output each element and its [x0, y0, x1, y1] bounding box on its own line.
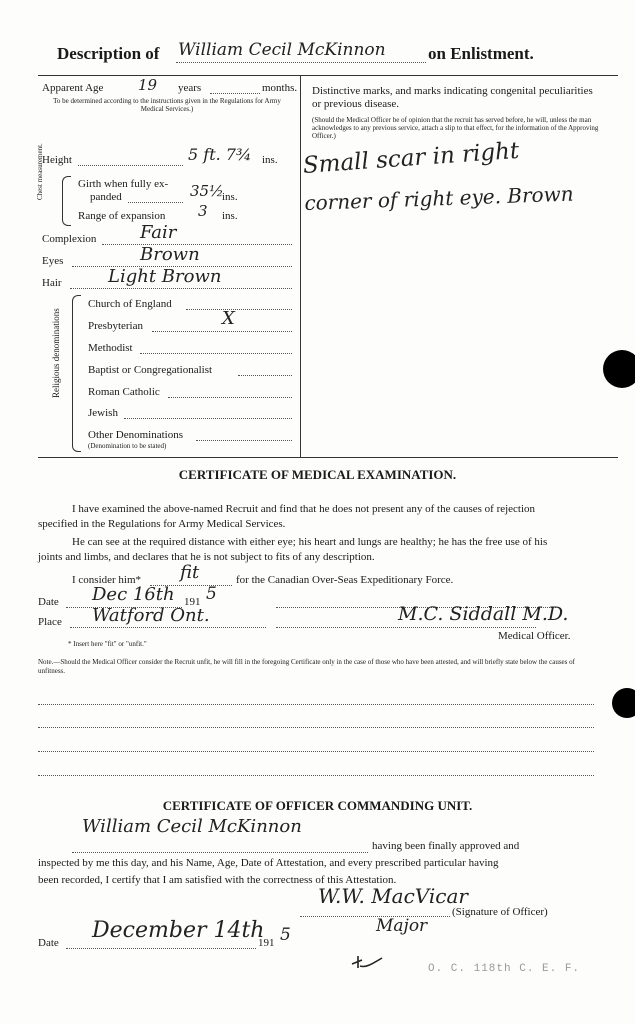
officer-year-prefix: 191 [258, 937, 275, 949]
medical-officer-title: Medical Officer. [498, 630, 571, 642]
religion-line [186, 309, 292, 310]
age-value: 19 [138, 76, 158, 94]
complexion-label: Complexion [42, 233, 97, 245]
religion-line [168, 397, 292, 398]
center-divider [300, 75, 301, 457]
unfit-note: Note.—Should the Medical Officer consider the Recruit unfit, he will fill in the foregoing Certificate only in the case of those who have been attested, and will briefly state below the causes of unfitness. [38, 658, 575, 675]
medical-para-2: He can see at the required distance with either eye; his heart and lungs are healthy; he has the free use of his joints and limbs, and declares that he is not subject to fits of any description. [38, 536, 548, 563]
officer-line-2: inspected by me this day, and his Name, Age, Date of Attestation, and every prescribed particular having [38, 857, 499, 869]
religion-line [238, 375, 292, 376]
eyes-value: Brown [140, 244, 200, 265]
title-suffix: on Enlistment. [428, 44, 534, 63]
religion-line [196, 440, 292, 441]
section-rule [38, 457, 618, 458]
marks-line-1: Small scar in right [302, 137, 520, 179]
officer-line-1: having been finally approved and [372, 840, 520, 852]
height-ins-label: ins. [262, 154, 278, 166]
officer-rank: Major [376, 916, 428, 936]
months-line [210, 93, 260, 94]
chest-label: Chest measurement. [36, 143, 44, 200]
officer-signature: W.W. MacVicar [318, 884, 468, 908]
medical-year-digit: 5 [206, 584, 217, 604]
range-ins-label: ins. [222, 210, 238, 222]
religion-baptist: Baptist or Congregationalist [88, 364, 213, 376]
officer-date-line [66, 948, 256, 949]
medical-para-1: I have examined the above-named Recruit and find that he does not present any of the causes of rejection specified in the Regulations for Army Medical Services. [38, 503, 536, 530]
officer-signature-line [300, 916, 450, 917]
years-label: years [178, 82, 202, 94]
religion-presbyterian: Presbyterian [88, 320, 143, 332]
unfit-cause-line [38, 727, 594, 728]
punch-hole-icon [603, 350, 635, 388]
hair-line [70, 288, 292, 289]
punch-hole-icon [612, 688, 635, 718]
religion-jewish: Jewish [88, 407, 118, 419]
unfit-cause-line [38, 751, 594, 752]
officer-date-label: Date [38, 937, 59, 949]
consider-prefix: I consider him* [72, 574, 142, 586]
girth-label-2: panded [90, 191, 122, 203]
chest-brace [62, 176, 71, 226]
consider-value: fit [180, 562, 200, 583]
religion-other: Other Denominations [88, 429, 184, 441]
age-note: To be determined according to the instructions given in the Regulations for Army Medical Services.) [53, 97, 281, 113]
medical-officer-signature: M.C. Siddall M.D. [398, 603, 569, 625]
recruit-name: William Cecil McKinnon [178, 40, 386, 60]
medical-date-value: Dec 16th [92, 584, 175, 605]
religion-methodist: Methodist [88, 342, 133, 354]
complexion-value: Fair [140, 222, 177, 243]
officer-date-value: December 14th [92, 918, 265, 943]
height-value: 5 ft. 7¾ [188, 145, 252, 164]
medical-year-prefix: 191 [184, 596, 201, 608]
name-line [176, 62, 426, 63]
place-line [70, 627, 266, 628]
hair-label: Hair [42, 277, 62, 289]
apparent-age-label: Apparent Age [42, 82, 104, 94]
marks-line-2: corner of right eye. Brown [304, 181, 574, 215]
marks-note: (Should the Medical Officer be of opinion that the recruit has served before, he will, unless the man acknowledges to any previous service, attach a slip to that effect, for the information of the Approving Officer.) [312, 116, 599, 140]
religion-line [140, 353, 292, 354]
religion-label: Religious denominations [51, 308, 61, 398]
consider-suffix: for the Canadian Over-Seas Expeditionary Force. [236, 574, 454, 586]
initials-mark [348, 952, 388, 972]
place-value: Watford Ont. [92, 605, 210, 626]
height-label: Height [42, 154, 72, 166]
medical-heading: CERTIFICATE OF MEDICAL EXAMINATION. [178, 467, 457, 482]
unfit-cause-line [38, 775, 594, 776]
girth-label-1: Girth when fully ex- [78, 178, 169, 190]
other-denomination-note: (Denomination to be stated) [88, 442, 167, 450]
religion-mark: X [222, 308, 235, 329]
girth-ins-label: ins. [222, 191, 238, 203]
unit-stamp: O. C. 118th C. E. F. [428, 963, 581, 975]
officer-year-digit: 5 [280, 925, 291, 945]
girth-value: 35½ [190, 182, 224, 200]
religion-line [124, 418, 292, 419]
months-label: months. [262, 82, 298, 94]
religion-roman-catholic: Roman Catholic [88, 386, 160, 398]
eyes-label: Eyes [42, 255, 64, 267]
medical-date-label: Date [38, 596, 59, 608]
officer-heading: CERTIFICATE OF OFFICER COMMANDING UNIT. [162, 798, 473, 813]
range-value: 3 [198, 202, 208, 220]
officer-signature-line [276, 627, 536, 628]
officer-name-line [72, 852, 368, 853]
height-dots [78, 165, 183, 166]
girth-dots [128, 202, 183, 203]
place-label: Place [38, 616, 62, 628]
officer-signature-label: (Signature of Officer) [452, 906, 548, 918]
insert-note: * Insert here "fit" or "unfit." [68, 640, 147, 648]
religion-brace [72, 295, 81, 452]
religion-church-of-england: Church of England [88, 298, 172, 310]
range-label: Range of expansion [78, 210, 166, 222]
religion-line [152, 331, 292, 332]
marks-heading: Distinctive marks, and marks indicating congenital peculiarities or previous disease. [312, 85, 593, 110]
officer-line-3: been recorded, I certify that I am satisfied with the correctness of this Attestation. [38, 874, 397, 886]
unfit-cause-line [38, 704, 594, 705]
top-rule [38, 75, 618, 76]
hair-value: Light Brown [108, 266, 222, 287]
officer-cert-recruit-name: William Cecil McKinnon [82, 816, 302, 837]
title-prefix: Description of [57, 44, 160, 63]
